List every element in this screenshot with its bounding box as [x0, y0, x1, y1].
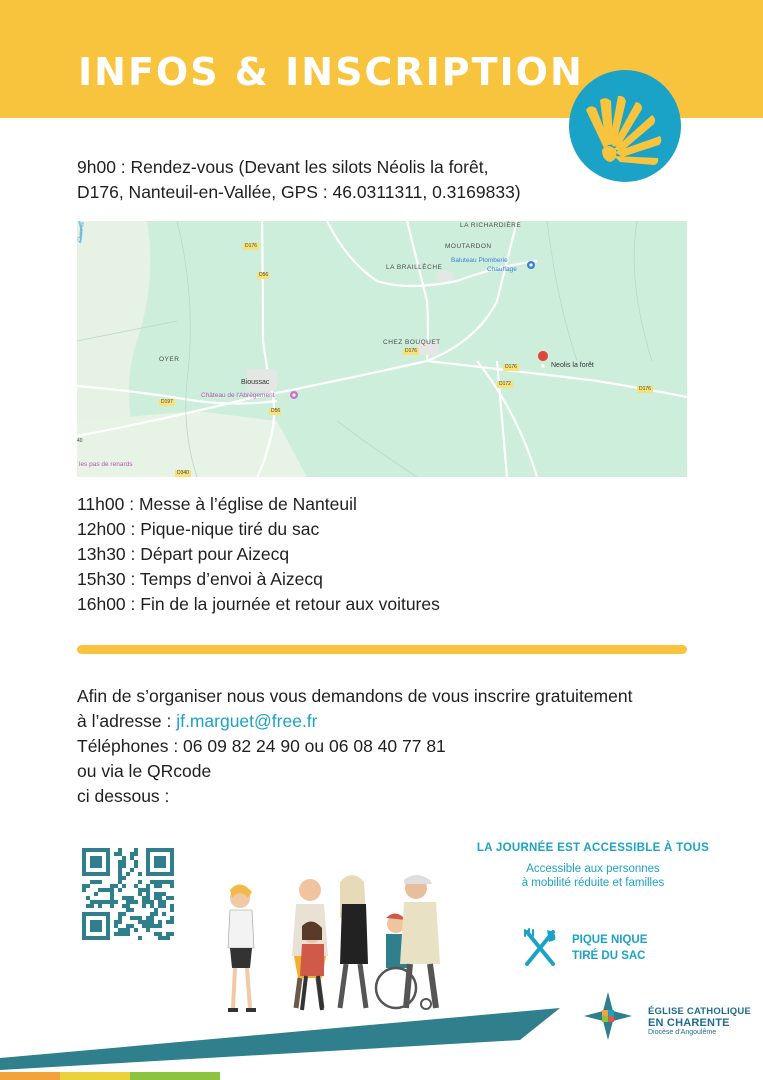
- qr-module: [114, 884, 118, 888]
- qr-module: [130, 916, 134, 920]
- schedule-item: 12h00 : Pique-nique tiré du sac: [77, 519, 320, 539]
- map-label: MOUTARDON: [445, 243, 492, 250]
- road-label: D172: [499, 381, 511, 387]
- qr-module: [142, 896, 146, 900]
- qr-module: [118, 928, 122, 932]
- qr-module: [118, 876, 122, 880]
- qr-module: [142, 888, 146, 892]
- road-label: D176: [405, 348, 417, 354]
- qr-module: [118, 932, 122, 936]
- accessibility-line-2: à mobilité réduite et familles: [521, 877, 665, 889]
- map-label: CHEZ BOUQUET: [383, 339, 441, 346]
- qr-module: [94, 892, 98, 896]
- qr-module: [126, 904, 130, 908]
- qr-module: [166, 880, 170, 884]
- qr-module: [170, 880, 174, 884]
- signup-line-2: [77, 709, 697, 734]
- qr-module: [146, 884, 150, 888]
- qr-finder: [154, 856, 166, 868]
- qr-module: [98, 888, 102, 892]
- qr-module: [110, 888, 114, 892]
- qr-module: [150, 924, 154, 928]
- cutlery-icon: [521, 928, 559, 968]
- qr-module: [166, 932, 170, 936]
- qr-module: [146, 896, 150, 900]
- qr-module: [150, 916, 154, 920]
- map-label: Neolis la forêt: [551, 362, 594, 369]
- qr-module: [154, 884, 158, 888]
- qr-module: [122, 860, 126, 864]
- qr-module: [130, 856, 134, 860]
- qr-module: [170, 896, 174, 900]
- qr-module: [154, 896, 158, 900]
- qr-module: [158, 896, 162, 900]
- qr-module: [130, 908, 134, 912]
- qr-module: [130, 868, 134, 872]
- walking-people-illustration: [200, 868, 470, 1028]
- qr-module: [150, 900, 154, 904]
- qr-module: [114, 900, 118, 904]
- signup-text: [77, 684, 697, 809]
- qr-module: [170, 904, 174, 908]
- qr-module: [134, 860, 138, 864]
- email-link[interactable]: jf.marguet@free.fr: [176, 711, 318, 731]
- qr-module: [158, 880, 162, 884]
- qr-code[interactable]: [82, 848, 174, 940]
- qr-module: [122, 876, 126, 880]
- qr-module: [126, 908, 130, 912]
- road-label: D56: [259, 272, 269, 278]
- qr-finder: [90, 920, 102, 932]
- qr-module: [86, 904, 90, 908]
- schedule-item: 16h00 : Fin de la journée et retour aux voitures: [77, 594, 440, 614]
- qr-module: [122, 932, 126, 936]
- road-label: D56: [271, 408, 281, 414]
- qr-module: [138, 916, 142, 920]
- qr-module: [150, 880, 154, 884]
- rendezvous-line-2: D176, Nanteuil-en-Vallée, GPS : 46.0311311, 0.3169833): [77, 182, 521, 202]
- qr-module: [114, 920, 118, 924]
- qr-module: [146, 924, 150, 928]
- road-label: 40: [77, 438, 83, 444]
- qr-module: [138, 872, 142, 876]
- schedule-item: 15h30 : Temps d’envoi à Aizecq: [77, 569, 323, 589]
- qr-module: [122, 928, 126, 932]
- qr-module: [102, 888, 106, 892]
- qr-module: [98, 880, 102, 884]
- qr-module: [126, 872, 130, 876]
- qr-module: [138, 888, 142, 892]
- qr-module: [94, 900, 98, 904]
- qr-module: [158, 932, 162, 936]
- qr-module: [118, 872, 122, 876]
- qr-module: [134, 848, 138, 852]
- qr-module: [142, 920, 146, 924]
- qr-module: [162, 936, 166, 940]
- qr-module: [162, 892, 166, 896]
- qr-module: [154, 880, 158, 884]
- qr-module: [126, 896, 130, 900]
- qr-module: [130, 852, 134, 856]
- map-label: les pas de renards: [79, 461, 133, 468]
- road-label: D176: [505, 364, 517, 370]
- qr-module: [166, 896, 170, 900]
- qr-module: [98, 900, 102, 904]
- qr-module: [146, 928, 150, 932]
- phone-numbers: Téléphones : 06 09 82 24 90 ou 06 08 40 77 81: [77, 736, 446, 756]
- qr-module: [130, 900, 134, 904]
- qr-module: [86, 896, 90, 900]
- qr-module: [114, 932, 118, 936]
- qr-module: [122, 884, 126, 888]
- qr-module: [118, 864, 122, 868]
- qr-module: [130, 896, 134, 900]
- qr-module: [154, 932, 158, 936]
- page-title: INFOS & INSCRIPTION: [78, 50, 584, 94]
- qr-module: [138, 892, 142, 896]
- qr-module: [122, 904, 126, 908]
- qr-module: [134, 864, 138, 868]
- signup-line-1: Afin de s’organiser nous vous demandons de vous inscrire gratuitement: [77, 686, 633, 706]
- accessibility-subtitle: [462, 862, 724, 890]
- qr-module: [154, 908, 158, 912]
- qr-module: [126, 924, 130, 928]
- qr-module: [110, 892, 114, 896]
- qr-module: [122, 864, 126, 868]
- qr-module: [138, 920, 142, 924]
- schedule-list: [77, 492, 440, 617]
- qr-module: [122, 912, 126, 916]
- qr-module: [114, 924, 118, 928]
- accessibility-title: LA JOURNÉE EST ACCESSIBLE À TOUS: [476, 842, 710, 854]
- qr-module: [94, 880, 98, 884]
- church-line-1: ÉGLISE CATHOLIQUE: [648, 1006, 751, 1017]
- qr-module: [114, 852, 118, 856]
- qr-module: [154, 912, 158, 916]
- map-label: LA RICHARDIÈRE: [460, 222, 522, 229]
- qr-module: [146, 888, 150, 892]
- qr-module: [142, 924, 146, 928]
- qr-module: [118, 868, 122, 872]
- qr-module: [158, 892, 162, 896]
- color-strip: [0, 1066, 763, 1080]
- qr-module: [166, 936, 170, 940]
- road-label: D176: [245, 243, 257, 249]
- map-canvas: [77, 221, 687, 477]
- map-label: Baluteau Plomberie: [451, 257, 508, 264]
- qr-module: [118, 916, 122, 920]
- qr-module: [110, 884, 114, 888]
- location-map[interactable]: [77, 221, 687, 477]
- church-line-3: Diocèse d’Angoulême: [648, 1029, 717, 1036]
- qr-module: [162, 912, 166, 916]
- qr-module: [118, 860, 122, 864]
- qr-module: [162, 880, 166, 884]
- qr-module: [134, 916, 138, 920]
- qr-module: [138, 936, 142, 940]
- qr-module: [170, 908, 174, 912]
- qr-module: [158, 904, 162, 908]
- signup-line-4: ou via le QRcode: [77, 761, 212, 781]
- qr-module: [146, 916, 150, 920]
- qr-module: [118, 880, 122, 884]
- section-divider: [77, 645, 687, 654]
- map-label: Bioussac: [241, 379, 270, 386]
- qr-module: [122, 856, 126, 860]
- qr-module: [170, 932, 174, 936]
- qr-module: [106, 900, 110, 904]
- qr-module: [110, 904, 114, 908]
- qr-module: [154, 924, 158, 928]
- qr-module: [158, 920, 162, 924]
- map-label: Chauffage: [487, 266, 517, 273]
- signup-line-5: ci dessous :: [77, 786, 170, 806]
- qr-module: [158, 936, 162, 940]
- road-label: D197: [161, 399, 173, 405]
- qr-module: [86, 884, 90, 888]
- qr-module: [154, 892, 158, 896]
- rendezvous-line-1: 9h00 : Rendez-vous (Devant les silots Néolis la forêt,: [77, 157, 489, 177]
- qr-module: [158, 884, 162, 888]
- qr-module: [82, 884, 86, 888]
- qr-module: [126, 900, 130, 904]
- qr-module: [118, 848, 122, 852]
- qr-module: [150, 912, 154, 916]
- schedule-item: 13h30 : Départ pour Aizecq: [77, 544, 290, 564]
- qr-module: [130, 924, 134, 928]
- qr-module: [98, 904, 102, 908]
- qr-module: [106, 888, 110, 892]
- qr-module: [90, 880, 94, 884]
- qr-module: [110, 900, 114, 904]
- qr-module: [118, 852, 122, 856]
- accessibility-line-1: Accessible aux personnes: [526, 863, 660, 875]
- map-label: OYER: [159, 356, 180, 363]
- schedule-item: 11h00 : Messe à l’église de Nanteuil: [77, 494, 357, 514]
- qr-module: [170, 884, 174, 888]
- qr-module: [102, 900, 106, 904]
- email-prefix: à l’adresse :: [77, 711, 177, 731]
- qr-module: [142, 900, 146, 904]
- road-label: D340: [177, 470, 189, 476]
- qr-module: [126, 932, 130, 936]
- road-label: D176: [639, 386, 651, 392]
- river-label: Charente: [77, 221, 87, 243]
- qr-module: [134, 900, 138, 904]
- qr-module: [134, 928, 138, 932]
- qr-module: [90, 900, 94, 904]
- qr-module: [122, 896, 126, 900]
- picnic-text: [572, 932, 647, 964]
- church-logo-icon: [584, 992, 632, 1040]
- qr-module: [150, 904, 154, 908]
- qr-module: [146, 920, 150, 924]
- picnic-line-2: TIRÉ DU SAC: [572, 950, 646, 962]
- qr-module: [170, 916, 174, 920]
- map-label: Château de l'Abrègement: [201, 392, 275, 399]
- qr-module: [134, 884, 138, 888]
- church-line-2: EN CHARENTE: [648, 1017, 730, 1029]
- qr-module: [150, 920, 154, 924]
- qr-module: [166, 920, 170, 924]
- qr-module: [142, 904, 146, 908]
- church-text: [648, 1006, 751, 1036]
- qr-module: [118, 920, 122, 924]
- qr-module: [126, 928, 130, 932]
- qr-finder: [90, 856, 102, 868]
- picnic-line-1: PIQUE NIQUE: [572, 934, 648, 946]
- rendezvous-text: [77, 155, 597, 205]
- qr-module: [134, 852, 138, 856]
- map-label: LA BRAILLÈCHE: [386, 264, 443, 271]
- qr-module: [90, 904, 94, 908]
- qr-module: [82, 888, 86, 892]
- qr-module: [146, 900, 150, 904]
- qr-module: [170, 920, 174, 924]
- qr-module: [110, 896, 114, 900]
- qr-module: [158, 924, 162, 928]
- qr-module: [162, 900, 166, 904]
- qr-module: [162, 904, 166, 908]
- qr-module: [158, 900, 162, 904]
- qr-module: [118, 888, 122, 892]
- qr-module: [146, 892, 150, 896]
- qr-module: [118, 912, 122, 916]
- qr-module: [138, 880, 142, 884]
